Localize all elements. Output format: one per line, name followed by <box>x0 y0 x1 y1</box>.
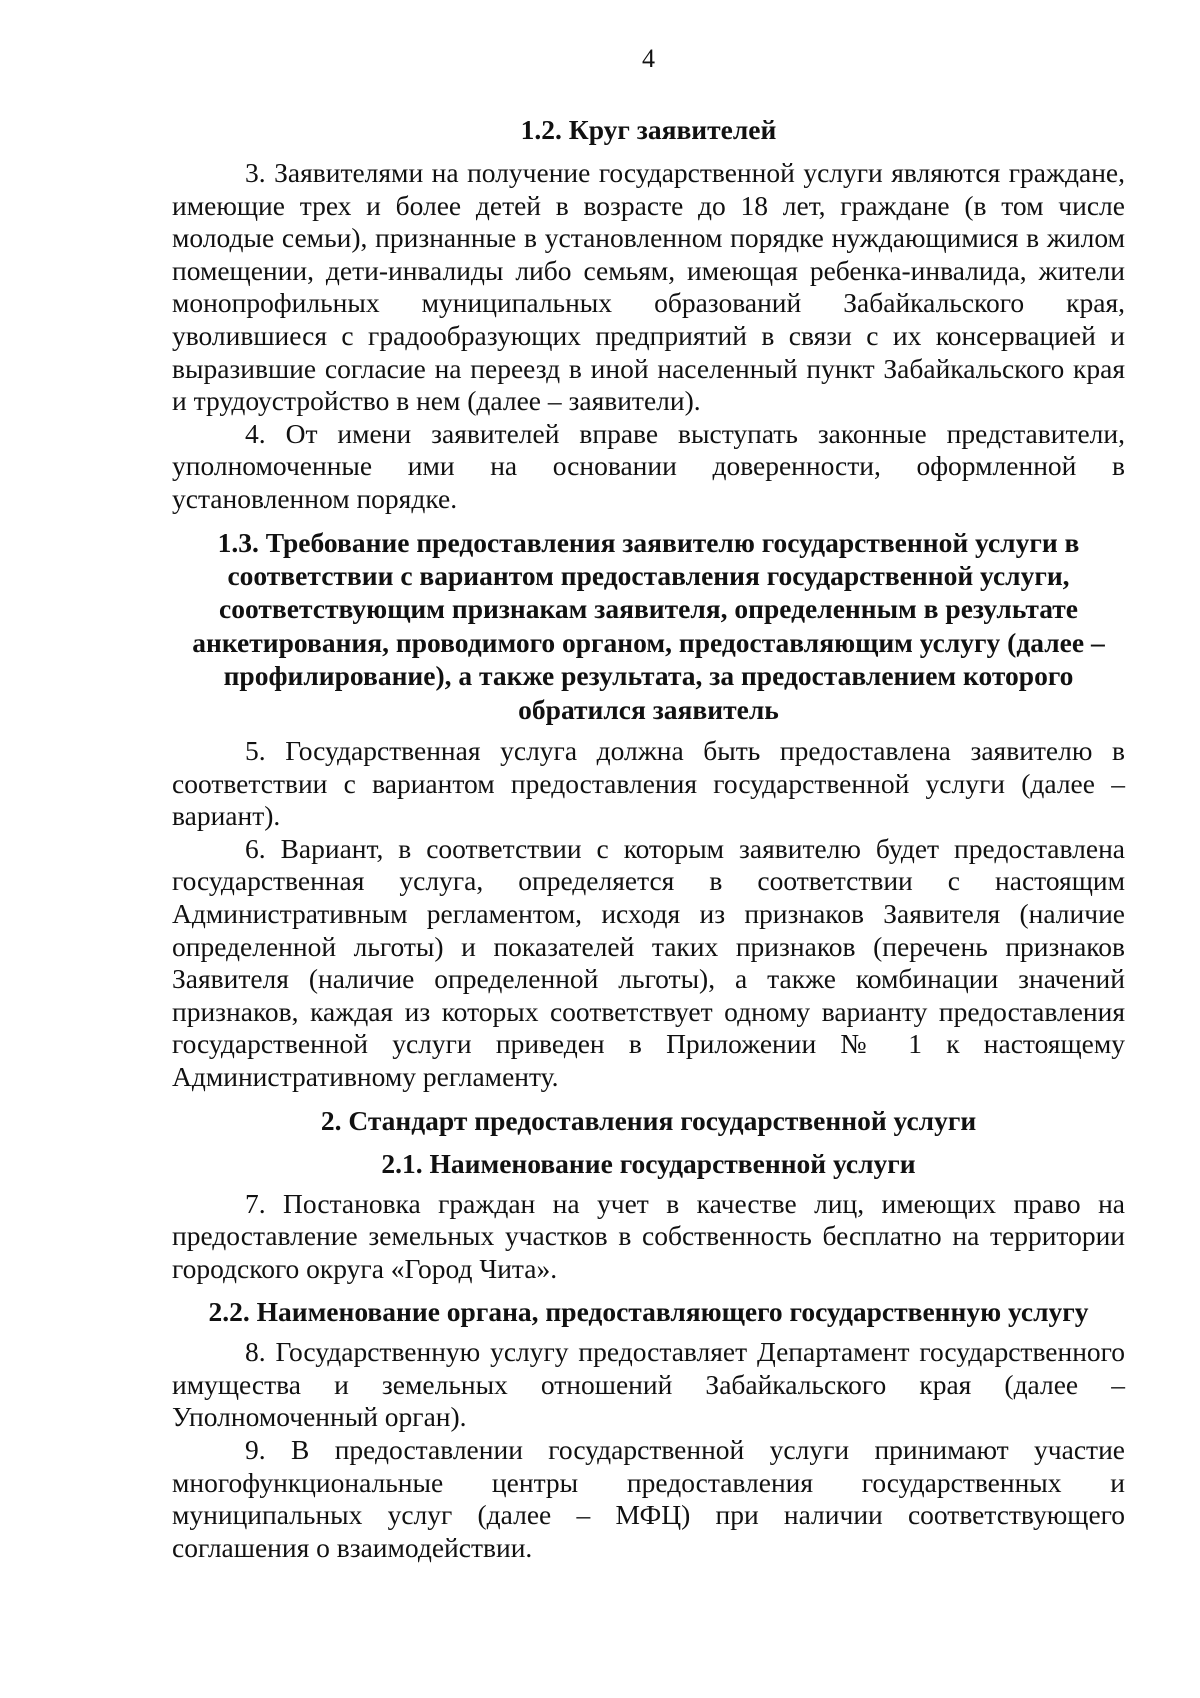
paragraph-6: 6. Вариант, в соответствии с которым заявителю будет предоставлена государственная услуга, определяется в соответствии с настоящим Административным регламентом, исходя из признаков Заявителя (наличие определенной льготы) и показателей таких признаков (перечень признаков Заявителя (наличие определенной льготы), а также комбинации значений признаков, каждая из которых соответствует одному варианту предоставления государственной услуги приведен в Приложении № 1 к настоящему Административному регламенту. <box>172 832 1125 1092</box>
document-body <box>172 113 1125 1564</box>
paragraph-9: 9. В предоставлении государственной услуги принимают участие многофункциональные центры предоставления государственных и муниципальных услуг (далее – МФЦ) при наличии соответствующего соглашения о взаимодействии. <box>172 1434 1125 1563</box>
heading-2-1: 2.1. Наименование государственной услуги <box>381 1147 916 1179</box>
paragraph-3: 3. Заявителями на получение государственной услуги являются граждане, имеющие трех и более детей в возрасте до 18 лет, граждане (в том числе молодые семьи), признанные в установленном порядке нуждающимися в жилом помещении, дети-инвалиды либо семьям, имеющая ребенка-инвалида, жители монопрофильных муниципальных образований Забайкальского края, уволившиеся с градообразующих предприятий в связи с их консервацией и выразившие согласие на переезд в иной населенный пункт Забайкальского края и трудоустройство в нем (далее – заявители). <box>172 157 1125 417</box>
paragraph-5: 5. Государственная услуга должна быть предоставлена заявителю в соответствии с вариантом предоставления государственной услуги (далее – вариант). <box>172 734 1125 832</box>
heading-1-3: 1.3. Требование предоставления заявителю государственной услуги в соответствии с вариантом предоставления государственной услуги, соответствующим признакам заявителя, определенным в результате анкетирования, проводимого органом, предоставляющим услугу (далее – профилирование), а также результата, за предоставлением которого обратился заявитель <box>192 526 1105 725</box>
paragraph-7: 7. Постановка граждан на учет в качестве лиц, имеющих право на предоставление земельных участков в собственность бесплатно на территории городского округа «Город Чита». <box>172 1187 1125 1284</box>
paragraph-8: 8. Государственную услугу предоставляет Департамент государственного имущества и земельных отношений Забайкальского края (далее – Уполномоченный орган). <box>172 1336 1125 1433</box>
page-number: 4 <box>642 44 655 73</box>
heading-2: 2. Стандарт предоставления государственной услуги <box>320 1104 977 1136</box>
heading-2-2: 2.2. Наименование органа, предоставляющего государственную услугу <box>208 1296 1089 1328</box>
paragraph-4: 4. От имени заявителей вправе выступать законные представители, уполномоченные ими на основании доверенности, оформленной в установленном порядке. <box>172 417 1125 514</box>
heading-1-2: 1.2. Круг заявителей <box>520 114 777 145</box>
